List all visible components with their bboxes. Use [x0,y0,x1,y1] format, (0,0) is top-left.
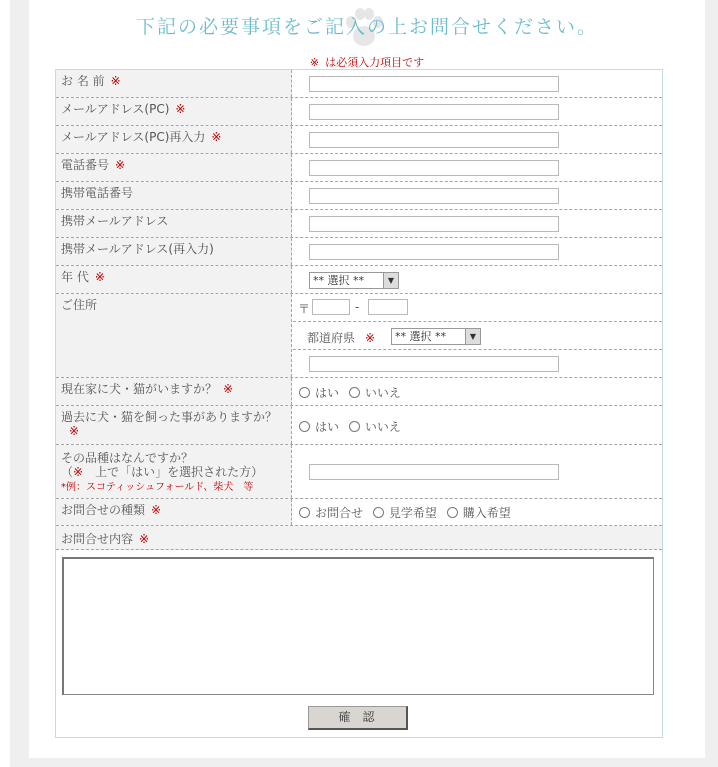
had-pet-no-radio[interactable] [349,421,360,432]
label-address: ご住所 [56,294,292,377]
required-mark: ※ [223,382,234,396]
age-select[interactable]: ** 選択 ** ▼ [309,272,399,289]
required-mark: ※ [365,331,376,345]
row-address [56,294,662,378]
confirm-button[interactable]: 確認 [308,706,408,730]
label-email-pc: メールアドレス(PC) ※ [56,98,292,125]
required-note-text: は必須入力項目です [325,56,425,69]
postal-code-2-input[interactable] [368,299,408,315]
had-pet-yes-radio[interactable] [299,421,310,432]
inquiry-type-purchase-radio[interactable] [447,507,458,518]
has-pet-yes-radio[interactable] [299,387,310,398]
content-panel [29,0,705,758]
has-pet-no-radio[interactable] [349,387,360,398]
postal-code-1-input[interactable] [312,299,350,315]
row-had-pet: 過去に犬・猫を飼った事がありますか？ ※ はい いいえ [56,406,662,445]
email-pc-input[interactable] [309,104,559,120]
mobile-email-input[interactable] [309,216,559,232]
row-breed [56,445,662,499]
postal-separator: - [355,300,360,314]
label-breed: その品種はなんですか？ （※ 上で「はい」を選択された方） *例：スコティッシュフォールド、柴犬 等 [56,445,292,498]
required-mark: ※ [69,424,80,438]
chevron-down-icon: ▼ [383,273,398,288]
postal-mark: 〒 [298,302,311,316]
required-note [29,54,705,70]
phone-input[interactable] [309,160,559,176]
row-age [56,266,662,294]
mobile-email-confirm-input[interactable] [309,244,559,260]
inquiry-type-visit-radio[interactable] [373,507,384,518]
row-name [56,70,662,98]
label-mobile-email: 携帯メールアドレス [56,210,292,237]
required-mark: ※ [175,102,186,116]
label-email-pc-confirm: メールアドレス(PC)再入力 ※ [56,126,292,153]
label-has-pet: 現在家に犬・猫がいますか？ ※ [56,378,292,405]
page-background [10,0,718,767]
required-mark: ※ [139,532,150,546]
row-mobile-phone [56,182,662,210]
email-pc-confirm-input[interactable] [309,132,559,148]
name-input[interactable] [309,76,559,92]
label-inquiry-type: お問合せの種類 ※ [56,499,292,525]
required-mark: ※ [151,503,162,517]
label-had-pet: 過去に犬・猫を飼った事がありますか？ ※ [56,406,292,444]
row-phone [56,154,662,182]
required-mark: ※ [309,56,320,69]
mobile-phone-input[interactable] [309,188,559,204]
required-mark: ※ [115,158,126,172]
required-mark: ※ [110,74,121,88]
required-mark: ※ [73,465,84,479]
page-title: 下記の必要事項をご記入の上お問合せください。 [135,16,598,38]
prefecture-select[interactable]: ** 選択 ** ▼ [391,328,481,345]
breed-example: *例：スコティッシュフォールド、柴犬 等 [61,482,254,493]
row-email-pc [56,98,662,126]
label-phone: 電話番号 ※ [56,154,292,181]
address-input[interactable] [309,356,559,372]
row-mobile-email-confirm [56,238,662,266]
inquiry-content-textarea[interactable] [62,557,654,695]
chevron-down-icon: ▼ [465,329,480,344]
label-age: 年 代 ※ [56,266,292,293]
row-inquiry-type: お問合せの種類 ※ お問合せ 見学希望 購入希望 [56,499,662,526]
inquiry-type-inquiry-radio[interactable] [299,507,310,518]
row-mobile-email [56,210,662,238]
label-inquiry-content: お問合せ内容 ※ [56,526,662,550]
inquiry-form [55,69,663,738]
required-mark: ※ [94,270,105,284]
row-has-pet: 現在家に犬・猫がいますか？ ※ はい いいえ [56,378,662,406]
label-mobile-email-confirm: 携帯メールアドレス(再入力) [56,238,292,265]
label-name: お 名 前 ※ [56,70,292,97]
required-mark: ※ [211,130,222,144]
prefecture-label: 都道府県 ※ [307,331,376,345]
breed-input[interactable] [309,464,559,480]
label-mobile-phone: 携帯電話番号 [56,182,292,209]
row-email-pc-confirm [56,126,662,154]
